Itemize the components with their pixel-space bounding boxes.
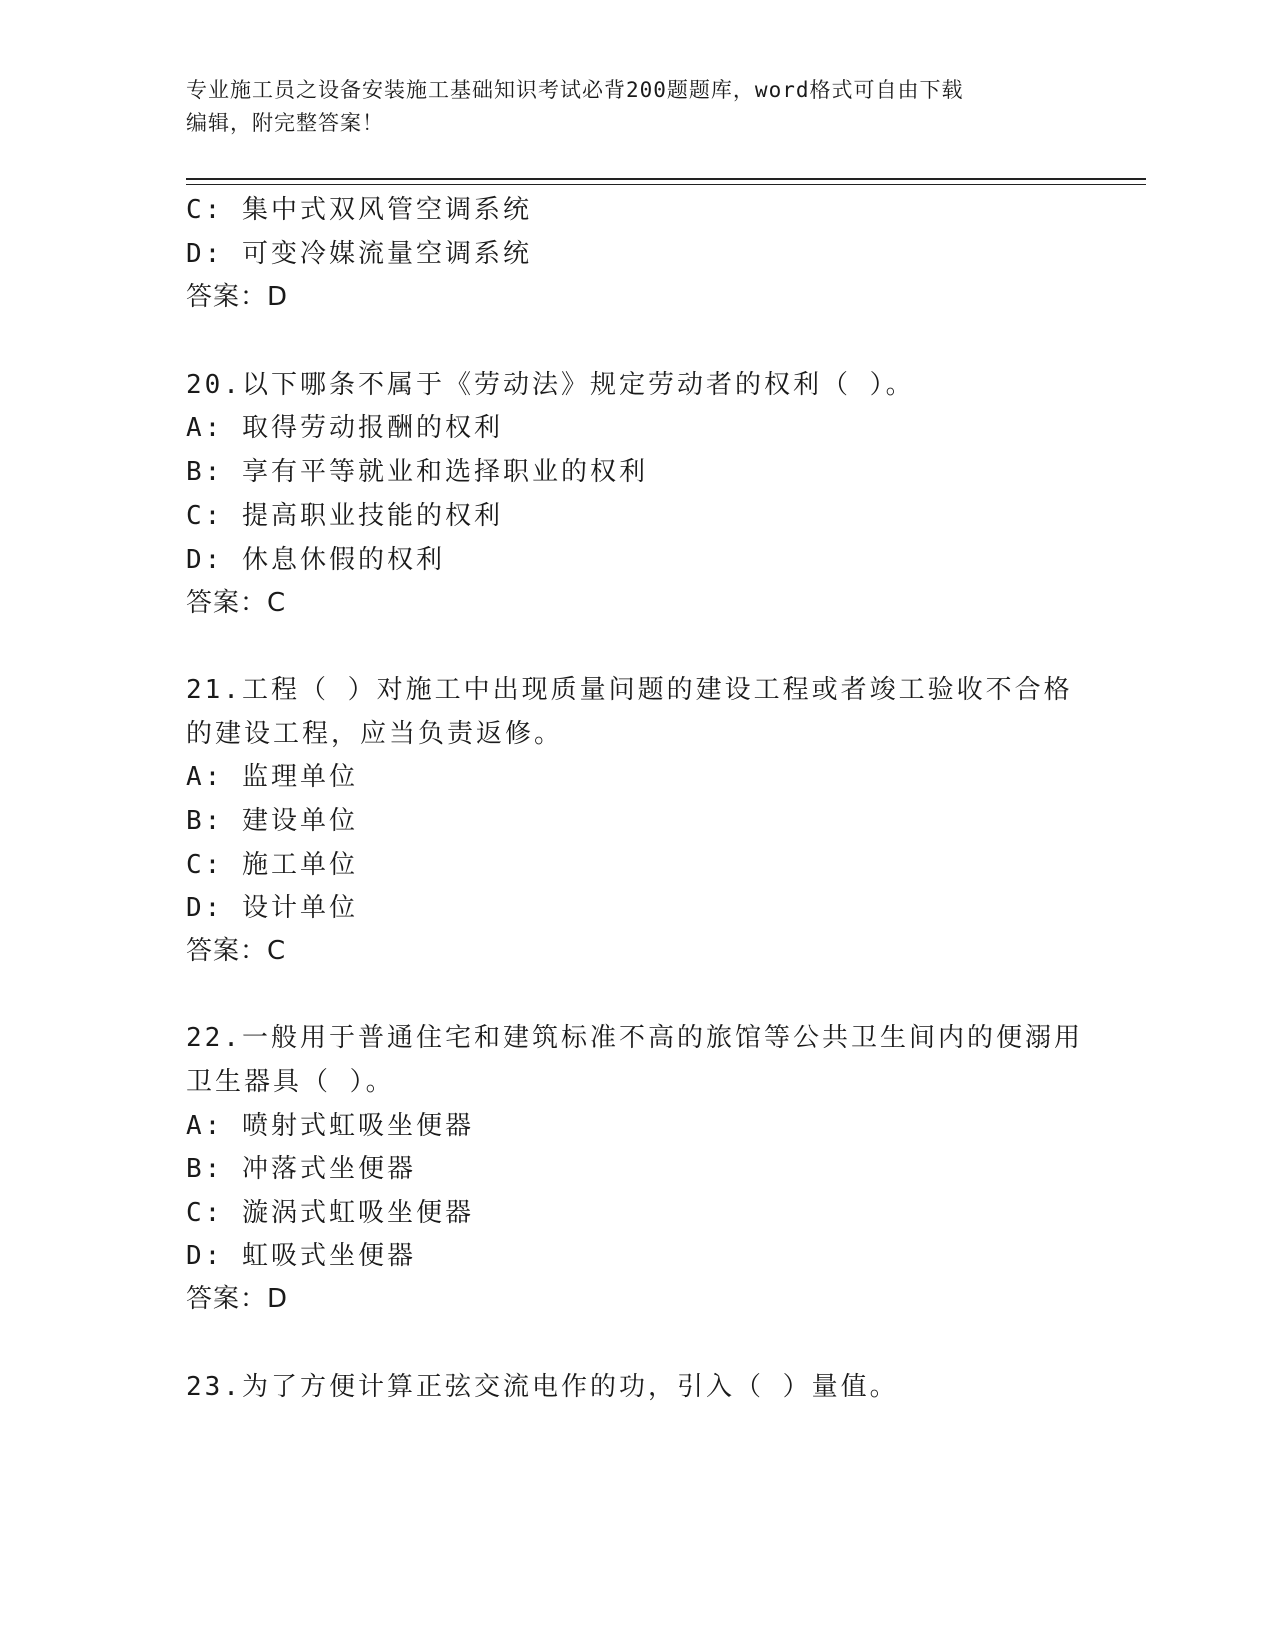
q21-stem-line-1: 21.工程（ ）对施工中出现质量问题的建设工程或者竣工验收不合格 (186, 675, 1073, 705)
q23-stem: 23.为了方便计算正弦交流电作的功，引入（ ）量值。 (186, 1372, 899, 1402)
q20-option-c: C: 提高职业技能的权利 (186, 501, 503, 531)
header-divider-thin (186, 184, 1146, 185)
q21-option-a: A: 监理单位 (186, 762, 358, 792)
q20-stem: 20.以下哪条不属于《劳动法》规定劳动者的权利（ ）。 (186, 370, 915, 400)
q22-answer: 答案：D (186, 1284, 289, 1314)
q21-option-b: B: 建设单位 (186, 806, 358, 836)
q20-option-b: B: 享有平等就业和选择职业的权利 (186, 457, 648, 487)
q19-option-d: D: 可变冷媒流量空调系统 (186, 239, 532, 269)
q22-stem-line-1: 22.一般用于普通住宅和建筑标准不高的旅馆等公共卫生间内的便溺用 (186, 1023, 1083, 1053)
header-title-line-1: 专业施工员之设备安装施工基础知识考试必背200题题库，word格式可自由下载 (186, 78, 964, 102)
q19-answer: 答案：D (186, 282, 289, 312)
q21-stem-line-2: 的建设工程，应当负责返修。 (186, 719, 564, 749)
header-divider-thick (186, 178, 1146, 180)
q21-option-d: D: 设计单位 (186, 893, 358, 923)
q21-answer: 答案：C (186, 936, 287, 966)
q20-option-a: A: 取得劳动报酬的权利 (186, 413, 503, 443)
header-title-line-2: 编辑，附完整答案！ (186, 111, 384, 135)
q22-option-a: A: 喷射式虹吸坐便器 (186, 1111, 474, 1141)
document-header (186, 74, 1066, 140)
q22-stem-line-2: 卫生器具（ ）。 (186, 1067, 395, 1097)
q20-option-d: D: 休息休假的权利 (186, 545, 445, 575)
q22-option-d: D: 虹吸式坐便器 (186, 1241, 416, 1271)
q21-option-c: C: 施工单位 (186, 850, 358, 880)
q22-option-c: C: 漩涡式虹吸坐便器 (186, 1198, 474, 1228)
q19-option-c: C: 集中式双风管空调系统 (186, 195, 532, 225)
q20-answer: 答案：C (186, 588, 287, 618)
q22-option-b: B: 冲落式坐便器 (186, 1154, 416, 1184)
